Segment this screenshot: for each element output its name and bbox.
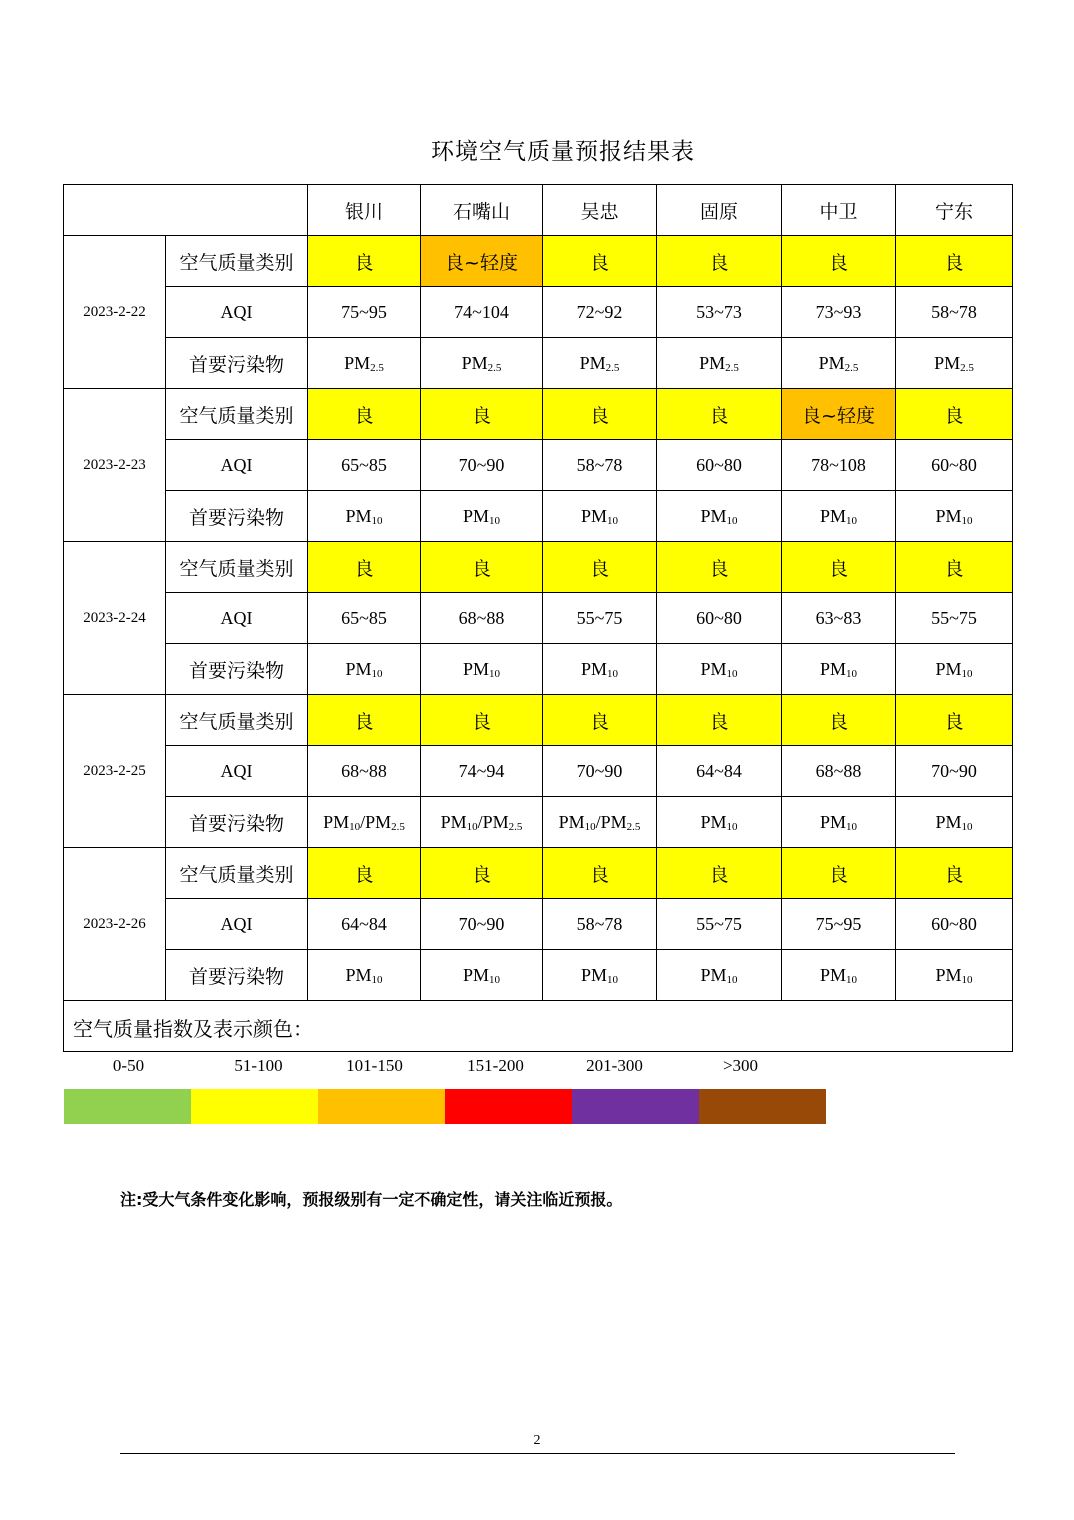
pollutant-cell: $PM_{10}$ [782, 644, 896, 695]
forecast-date: 2023-2-25 [64, 695, 166, 848]
category-cell: 良 [896, 695, 1013, 746]
category-cell: 良 [896, 848, 1013, 899]
forecast-date: 2023-2-26 [64, 848, 166, 1001]
pollutant-cell: $PM_{2.5}$ [896, 338, 1013, 389]
aqi-cell: 63~83 [782, 593, 896, 644]
forecast-table [63, 184, 1013, 1075]
category-cell: 良 [421, 389, 543, 440]
category-cell: 良 [421, 542, 543, 593]
category-cell: 良 [543, 389, 657, 440]
legend-color-swatch [572, 1089, 699, 1124]
category-row [64, 848, 1013, 899]
category-cell: 良 [782, 695, 896, 746]
aqi-label: AQI [166, 899, 308, 950]
pollutant-cell: $PM_{10}$ [421, 950, 543, 1001]
pollutant-cell: $PM_{10}$ [782, 491, 896, 542]
forecast-date: 2023-2-24 [64, 542, 166, 695]
pollutant-label: 首要污染物 [166, 797, 308, 848]
pollutant-cell: $PM_{2.5}$ [657, 338, 782, 389]
aqi-cell: 60~80 [657, 593, 782, 644]
legend-range-label: >300 [722, 1056, 759, 1075]
aqi-row [64, 440, 1013, 491]
legend-range-label: 101-150 [346, 1056, 403, 1075]
category-cell: 良 [657, 848, 782, 899]
pollutant-cell: $PM_{10}$ [896, 644, 1013, 695]
category-cell: 良 [782, 848, 896, 899]
aqi-cell: 60~80 [896, 440, 1013, 491]
pollutant-cell: $PM_{10}/PM_{2.5}$ [543, 797, 657, 848]
legend-color-swatch [191, 1089, 318, 1124]
city-header: 石嘴山 [421, 185, 543, 236]
aqi-row [64, 899, 1013, 950]
pollutant-row [64, 950, 1013, 1001]
forecast-note: 注:受大气条件变化影响，预报级别有一定不确定性，请关注临近预报。 [120, 1190, 623, 1209]
pollutant-cell: $PM_{10}$ [308, 644, 421, 695]
category-cell: 良 [308, 542, 421, 593]
legend-range-label: 201-300 [586, 1056, 643, 1075]
aqi-cell: 68~88 [782, 746, 896, 797]
aqi-cell: 70~90 [543, 746, 657, 797]
aqi-cell: 74~94 [421, 746, 543, 797]
pollutant-cell: $PM_{2.5}$ [782, 338, 896, 389]
legend-color-swatch [445, 1089, 572, 1124]
legend-color-swatch [318, 1089, 445, 1124]
forecast-date: 2023-2-22 [64, 236, 166, 389]
legend-title: 空气质量指数及表示颜色： [73, 1017, 313, 1041]
aqi-cell: 70~90 [421, 440, 543, 491]
aqi-label: AQI [166, 287, 308, 338]
aqi-label: AQI [166, 593, 308, 644]
page-number: 2 [533, 1433, 541, 1448]
category-cell: 良 [543, 236, 657, 287]
pollutant-cell: $PM_{10}$ [308, 491, 421, 542]
category-cell: 良 [896, 389, 1013, 440]
pollutant-cell: $PM_{10}$ [896, 950, 1013, 1001]
legend-color-swatch [64, 1089, 191, 1124]
pollutant-cell: $PM_{10}$ [896, 491, 1013, 542]
city-header: 银川 [308, 185, 421, 236]
aqi-label: AQI [166, 746, 308, 797]
category-cell: 良 [896, 542, 1013, 593]
pollutant-cell: $PM_{10}$ [308, 950, 421, 1001]
pollutant-label: 首要污染物 [166, 950, 308, 1001]
legend-range-label: 0-50 [112, 1056, 145, 1075]
category-cell: 良 [657, 695, 782, 746]
category-label: 空气质量类别 [166, 695, 308, 746]
pollutant-row [64, 644, 1013, 695]
aqi-cell: 70~90 [896, 746, 1013, 797]
pollutant-cell: $PM_{10}$ [657, 950, 782, 1001]
aqi-cell: 64~84 [308, 899, 421, 950]
category-cell: 良 [657, 236, 782, 287]
category-label: 空气质量类别 [166, 542, 308, 593]
city-header: 中卫 [782, 185, 896, 236]
aqi-cell: 58~78 [543, 899, 657, 950]
aqi-cell: 74~104 [421, 287, 543, 338]
pollutant-label: 首要污染物 [166, 338, 308, 389]
pollutant-cell: $PM_{10}$ [657, 644, 782, 695]
aqi-cell: 55~75 [543, 593, 657, 644]
aqi-cell: 58~78 [543, 440, 657, 491]
category-row [64, 695, 1013, 746]
category-cell: 良 [782, 542, 896, 593]
aqi-cell: 58~78 [896, 287, 1013, 338]
category-cell: 良 [308, 695, 421, 746]
pollutant-cell: $PM_{10}$ [543, 950, 657, 1001]
pollutant-cell: $PM_{10}$ [543, 644, 657, 695]
city-header: 吴忠 [543, 185, 657, 236]
legend-range-label: 51-100 [234, 1056, 283, 1075]
pollutant-cell: $PM_{10}$ [657, 491, 782, 542]
category-cell: 良 [657, 389, 782, 440]
aqi-cell: 73~93 [782, 287, 896, 338]
pollutant-cell: $PM_{10}$ [421, 491, 543, 542]
category-cell: 良 [543, 695, 657, 746]
aqi-cell: 72~92 [543, 287, 657, 338]
category-label: 空气质量类别 [166, 848, 308, 899]
pollutant-cell: $PM_{10}$ [657, 797, 782, 848]
legend-color-swatch [699, 1089, 826, 1124]
aqi-cell: 60~80 [896, 899, 1013, 950]
category-cell: 良 [782, 236, 896, 287]
category-cell: 良 [308, 389, 421, 440]
category-cell: 良 [896, 236, 1013, 287]
category-cell: 良 [657, 542, 782, 593]
aqi-row [64, 593, 1013, 644]
category-cell: 良 [543, 542, 657, 593]
category-row [64, 542, 1013, 593]
legend-range-label: 151-200 [467, 1056, 524, 1075]
aqi-cell: 60~80 [657, 440, 782, 491]
category-cell: 良~轻度 [782, 389, 896, 440]
category-cell: 良 [421, 848, 543, 899]
aqi-cell: 55~75 [896, 593, 1013, 644]
aqi-cell: 68~88 [421, 593, 543, 644]
pollutant-cell: $PM_{2.5}$ [421, 338, 543, 389]
aqi-label: AQI [166, 440, 308, 491]
city-header: 宁东 [896, 185, 1013, 236]
legend-row [64, 1001, 1013, 1052]
pollutant-row [64, 338, 1013, 389]
aqi-cell: 68~88 [308, 746, 421, 797]
city-header: 固原 [657, 185, 782, 236]
pollutant-cell: $PM_{10}$ [782, 797, 896, 848]
aqi-cell: 78~108 [782, 440, 896, 491]
pollutant-row [64, 797, 1013, 848]
aqi-cell: 55~75 [657, 899, 782, 950]
category-label: 空气质量类别 [166, 389, 308, 440]
pollutant-cell: $PM_{10}$ [543, 491, 657, 542]
pollutant-cell: $PM_{10}/PM_{2.5}$ [421, 797, 543, 848]
aqi-row [64, 746, 1013, 797]
aqi-cell: 65~85 [308, 593, 421, 644]
category-row [64, 236, 1013, 287]
forecast-date: 2023-2-23 [64, 389, 166, 542]
category-cell: 良 [308, 848, 421, 899]
pollutant-cell: $PM_{2.5}$ [308, 338, 421, 389]
footer-rule [120, 1453, 955, 1454]
page-title: 环境空气质量预报结果表 [431, 139, 695, 165]
category-label: 空气质量类别 [166, 236, 308, 287]
pollutant-label: 首要污染物 [166, 491, 308, 542]
header-row [64, 185, 1013, 236]
category-cell: 良 [308, 236, 421, 287]
pollutant-cell: $PM_{2.5}$ [543, 338, 657, 389]
pollutant-label: 首要污染物 [166, 644, 308, 695]
aqi-cell: 65~85 [308, 440, 421, 491]
aqi-cell: 75~95 [782, 899, 896, 950]
forecast-table-body [64, 185, 1013, 1075]
category-cell: 良~轻度 [421, 236, 543, 287]
aqi-cell: 75~95 [308, 287, 421, 338]
aqi-row [64, 287, 1013, 338]
pollutant-cell: $PM_{10}$ [782, 950, 896, 1001]
aqi-cell: 70~90 [421, 899, 543, 950]
category-cell: 良 [421, 695, 543, 746]
pollutant-cell: $PM_{10}$ [421, 644, 543, 695]
pollutant-row [64, 491, 1013, 542]
category-cell: 良 [543, 848, 657, 899]
aqi-cell: 53~73 [657, 287, 782, 338]
category-row [64, 389, 1013, 440]
aqi-cell: 64~84 [657, 746, 782, 797]
header-corner-cell [64, 185, 308, 236]
legend-cell [64, 1001, 1013, 1075]
pollutant-cell: $PM_{10}$ [896, 797, 1013, 848]
pollutant-cell: $PM_{10}/PM_{2.5}$ [308, 797, 421, 848]
